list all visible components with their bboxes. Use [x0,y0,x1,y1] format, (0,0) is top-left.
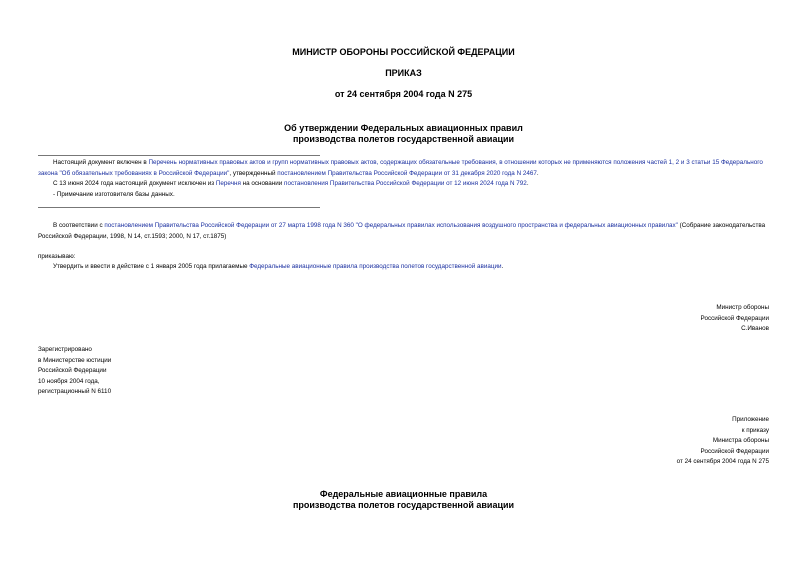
perechnya-link[interactable]: Перечня [215,180,241,187]
note-paragraph-3: - Примечание изготовителя базы данных. [53,190,175,198]
registration-line-2: в Министерстве юстиции [38,356,112,364]
registration-block [38,345,111,398]
order-verb [38,252,769,263]
preamble [38,221,769,242]
editor-note [38,158,769,200]
signature-line-1: Министр обороны [716,304,769,311]
preamble-text-b: (Собрание законодательства Российской Федерации, 1998, N 14, ст.1593; 2000, N 17, ст.1875) [38,222,766,240]
order-clause-paragraph [38,262,769,273]
registration-line-3: Российской Федерации [38,367,107,374]
signature-name: С.Иванов [741,325,769,332]
ministry-heading: МИНИСТР ОБОРОНЫ РОССИЙСКОЙ ФЕДЕРАЦИИ [292,47,515,57]
appendix-line-2: к приказу [741,426,769,434]
document-title-line1: Об утверждении Федеральных авиационных правил [284,123,523,133]
appendix-line-1: Приложение [732,416,769,423]
rules-title-line1: Федеральные авиационные правила [319,489,488,499]
preamble-paragraph [38,221,769,242]
signature-block [701,303,769,335]
rules-title-line2: производства полетов государственной авиации [292,500,515,510]
note-bottom-divider [38,207,320,208]
order-clause-text-b: . [501,263,504,270]
note-p2-text-c: . [526,180,529,187]
perechen-link[interactable]: Перечень нормативных правовых актов и групп нормативных правовых актов, содержащих обязательные требования, в отношении которых не применяются положения частей 1, 2 и 3 статьи 15 Федерального закона "Об обязательных требованиях в Российской Федерации" [38,159,763,177]
note-top-divider [38,155,320,156]
federal-rules-link[interactable]: Федеральные авиационные правила производства полетов государственной авиации [249,263,502,270]
appendix-line-5: от 24 сентября 2004 года N 275 [676,458,769,465]
date-heading: от 24 сентября 2004 года N 275 [334,89,473,99]
appendix-line-4: Российской Федерации [700,447,769,455]
registration-line-1: Зарегистрировано [38,346,92,353]
signature-line-2: Российской Федерации [700,314,769,322]
note-p2-text-b: на основании [240,180,285,187]
order-clause [38,262,769,273]
note-p1-text-a: Настоящий документ включен в [53,159,149,166]
rules-title [38,489,769,511]
note-p1-text-b: , утвержденный [229,169,278,177]
preamble-text-a: В соответствии с [53,222,105,229]
order-verb-text: приказываю: [38,253,76,260]
note-paragraph-2 [38,179,769,190]
postanovlenie-360-link[interactable]: постановлением Правительства Российской Федерации от 27 марта 1998 года N 360 "О федеральных правилах использования воздушного пространства и федеральных авиационных правилах" [104,222,678,229]
postanovlenie-792-link[interactable]: постановления Правительства Российской Федерации от 12 июня 2024 года N 792 [284,180,527,187]
doc-type-heading: ПРИКАЗ [385,68,422,78]
document-title [38,123,769,145]
registration-line-4: 10 ноября 2004 года, [38,377,100,385]
registration-line-5: регистрационный N 6110 [38,388,112,395]
note-p1-text-c: . [536,169,539,177]
document-title-line2: производства полетов государственной авиации [292,134,515,144]
postanovlenie-2467-link[interactable]: постановлением Правительства Российской Федерации от 31 декабря 2020 года N 2467 [277,169,537,177]
document-page [38,0,769,571]
appendix-line-3: Министра обороны [712,437,769,444]
order-clause-text-a: Утвердить и ввести в действие с 1 января 2005 года прилагаемые [53,263,250,270]
note-p2-text-a: С 13 июня 2024 года настоящий документ исключен из [53,180,216,187]
appendix-block [677,415,769,468]
note-paragraph-1 [38,158,769,179]
